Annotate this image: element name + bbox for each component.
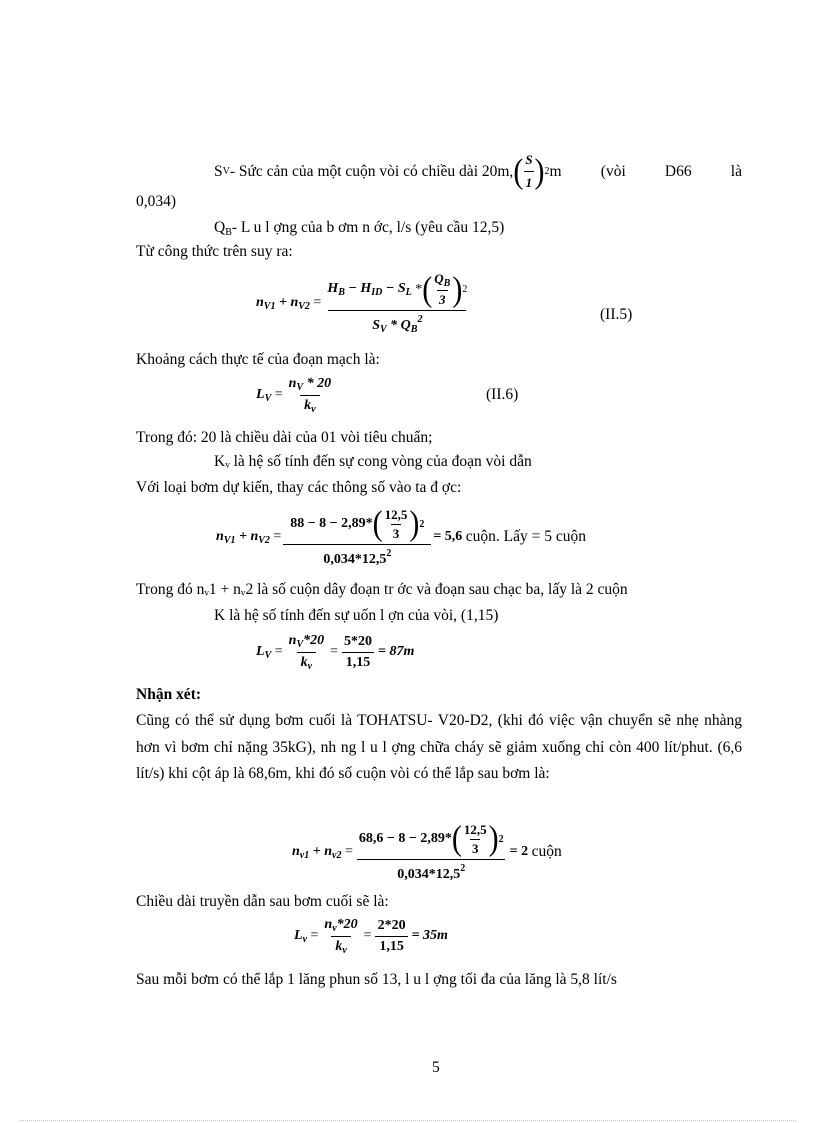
equation-nv-686: $n_{v1} + n_{v2}$ = 68,6 − 8 − 2,89* ( $\frac{12,5}{3}$ ) 2 0,034*12,5$^2$ = 2 cuộn	[292, 819, 562, 882]
equation-II5: $n_{V1} + n_{V2}$ = $H_B - H_{ID} - S_L$ * ( $\frac{Q_B}{3}$ ) 2 $S_V * Q_B^2$	[256, 269, 468, 335]
distance-text: Khoảng cách thực tế của đoạn mạch là:	[136, 351, 380, 368]
remark-heading: Nhận xét:	[136, 686, 202, 703]
equation-length-87: $L_V$ = $\frac{n_V*20}{k_v}$ = $\frac{5*20}{1,15}$ = 87m	[256, 632, 415, 672]
length-after-text: Chiều dài truyền dẫn sau bơm cuối sẽ là:	[136, 893, 389, 910]
equation-label-II6: (II.6)	[486, 386, 519, 403]
remark-body: Cũng có thể sử dụng bơm cuối là TOHATSU- V20-D2, (khi đó việc vận chuyển sẽ nhẹ nhàng hơn vì bơm chỉ nặng 35kG), nh ng l u l ợng chữa cháy sẽ giảm xuống chỉ còn 400 lít/phut. (6,6 lít/s) khi cột áp là 68,6m, khi đó số cuộn vòi có thể lắp sau bơm là:	[136, 712, 742, 782]
s-over-1-fraction: ( $\frac{S}{1}$ ) 2	[513, 150, 549, 193]
sv-definition: S V - Sức cản của một cuộn vòi có chiều dài 20m, ( $\frac{S}{1}$ ) 2 m (vòi D66 là	[214, 150, 742, 193]
after-each-pump-text: Sau mỗi bơm có thể lắp 1 lăng phun số 13, l u l ợng tối đa của lăng là 5,8 lít/s	[136, 971, 617, 988]
k-definition: K là hệ số tính đến sự uốn l ợn của vòi, (1,15)	[214, 607, 499, 624]
footer-divider	[20, 1120, 796, 1121]
kv-definition: Kᵥ là hệ số tính đến sự cong vòng của đoạn vòi dẫn	[214, 453, 532, 470]
equation-label-II5: (II.5)	[600, 306, 633, 323]
pump-type-text: Với loại bơm dự kiến, thay các thông số vào ta đ ợc:	[136, 479, 462, 496]
equation-nv-88: $n_{V1} + n_{V2}$ = 88 − 8 − 2,89* ( $\frac{12,5}{3}$ ) 2 0,034*12,5$^2$ = 5,6 cuộn. Lấy = 5 cuộn	[216, 504, 587, 567]
qb-definition: $Q_B-$ L u l ợng của b ơm n ớc, l/s (yêu cầu 12,5)	[214, 219, 505, 238]
from-formula-text: Từ công thức trên suy ra:	[136, 243, 293, 260]
where-20-text: Trong đó: 20 là chiều dài của 01 vòi tiêu chuẩn;	[136, 429, 433, 446]
equation-length-35: $L_v$ = $\frac{n_v*20}{k_v}$ = $\frac{2*20}{1,15}$ = 35m	[294, 916, 448, 956]
where-nv-text: Trong đó nᵥ1 + nᵥ2 là số cuộn dây đoạn tr ớc và đoạn sau chạc ba, lấy là 2 cuộn	[136, 581, 628, 598]
sv-value: 0,034)	[136, 193, 177, 210]
equation-II6: $L_V$ = $\frac{n_V * 20}{k_v}$	[256, 375, 332, 415]
page-number: 5	[432, 1059, 440, 1076]
